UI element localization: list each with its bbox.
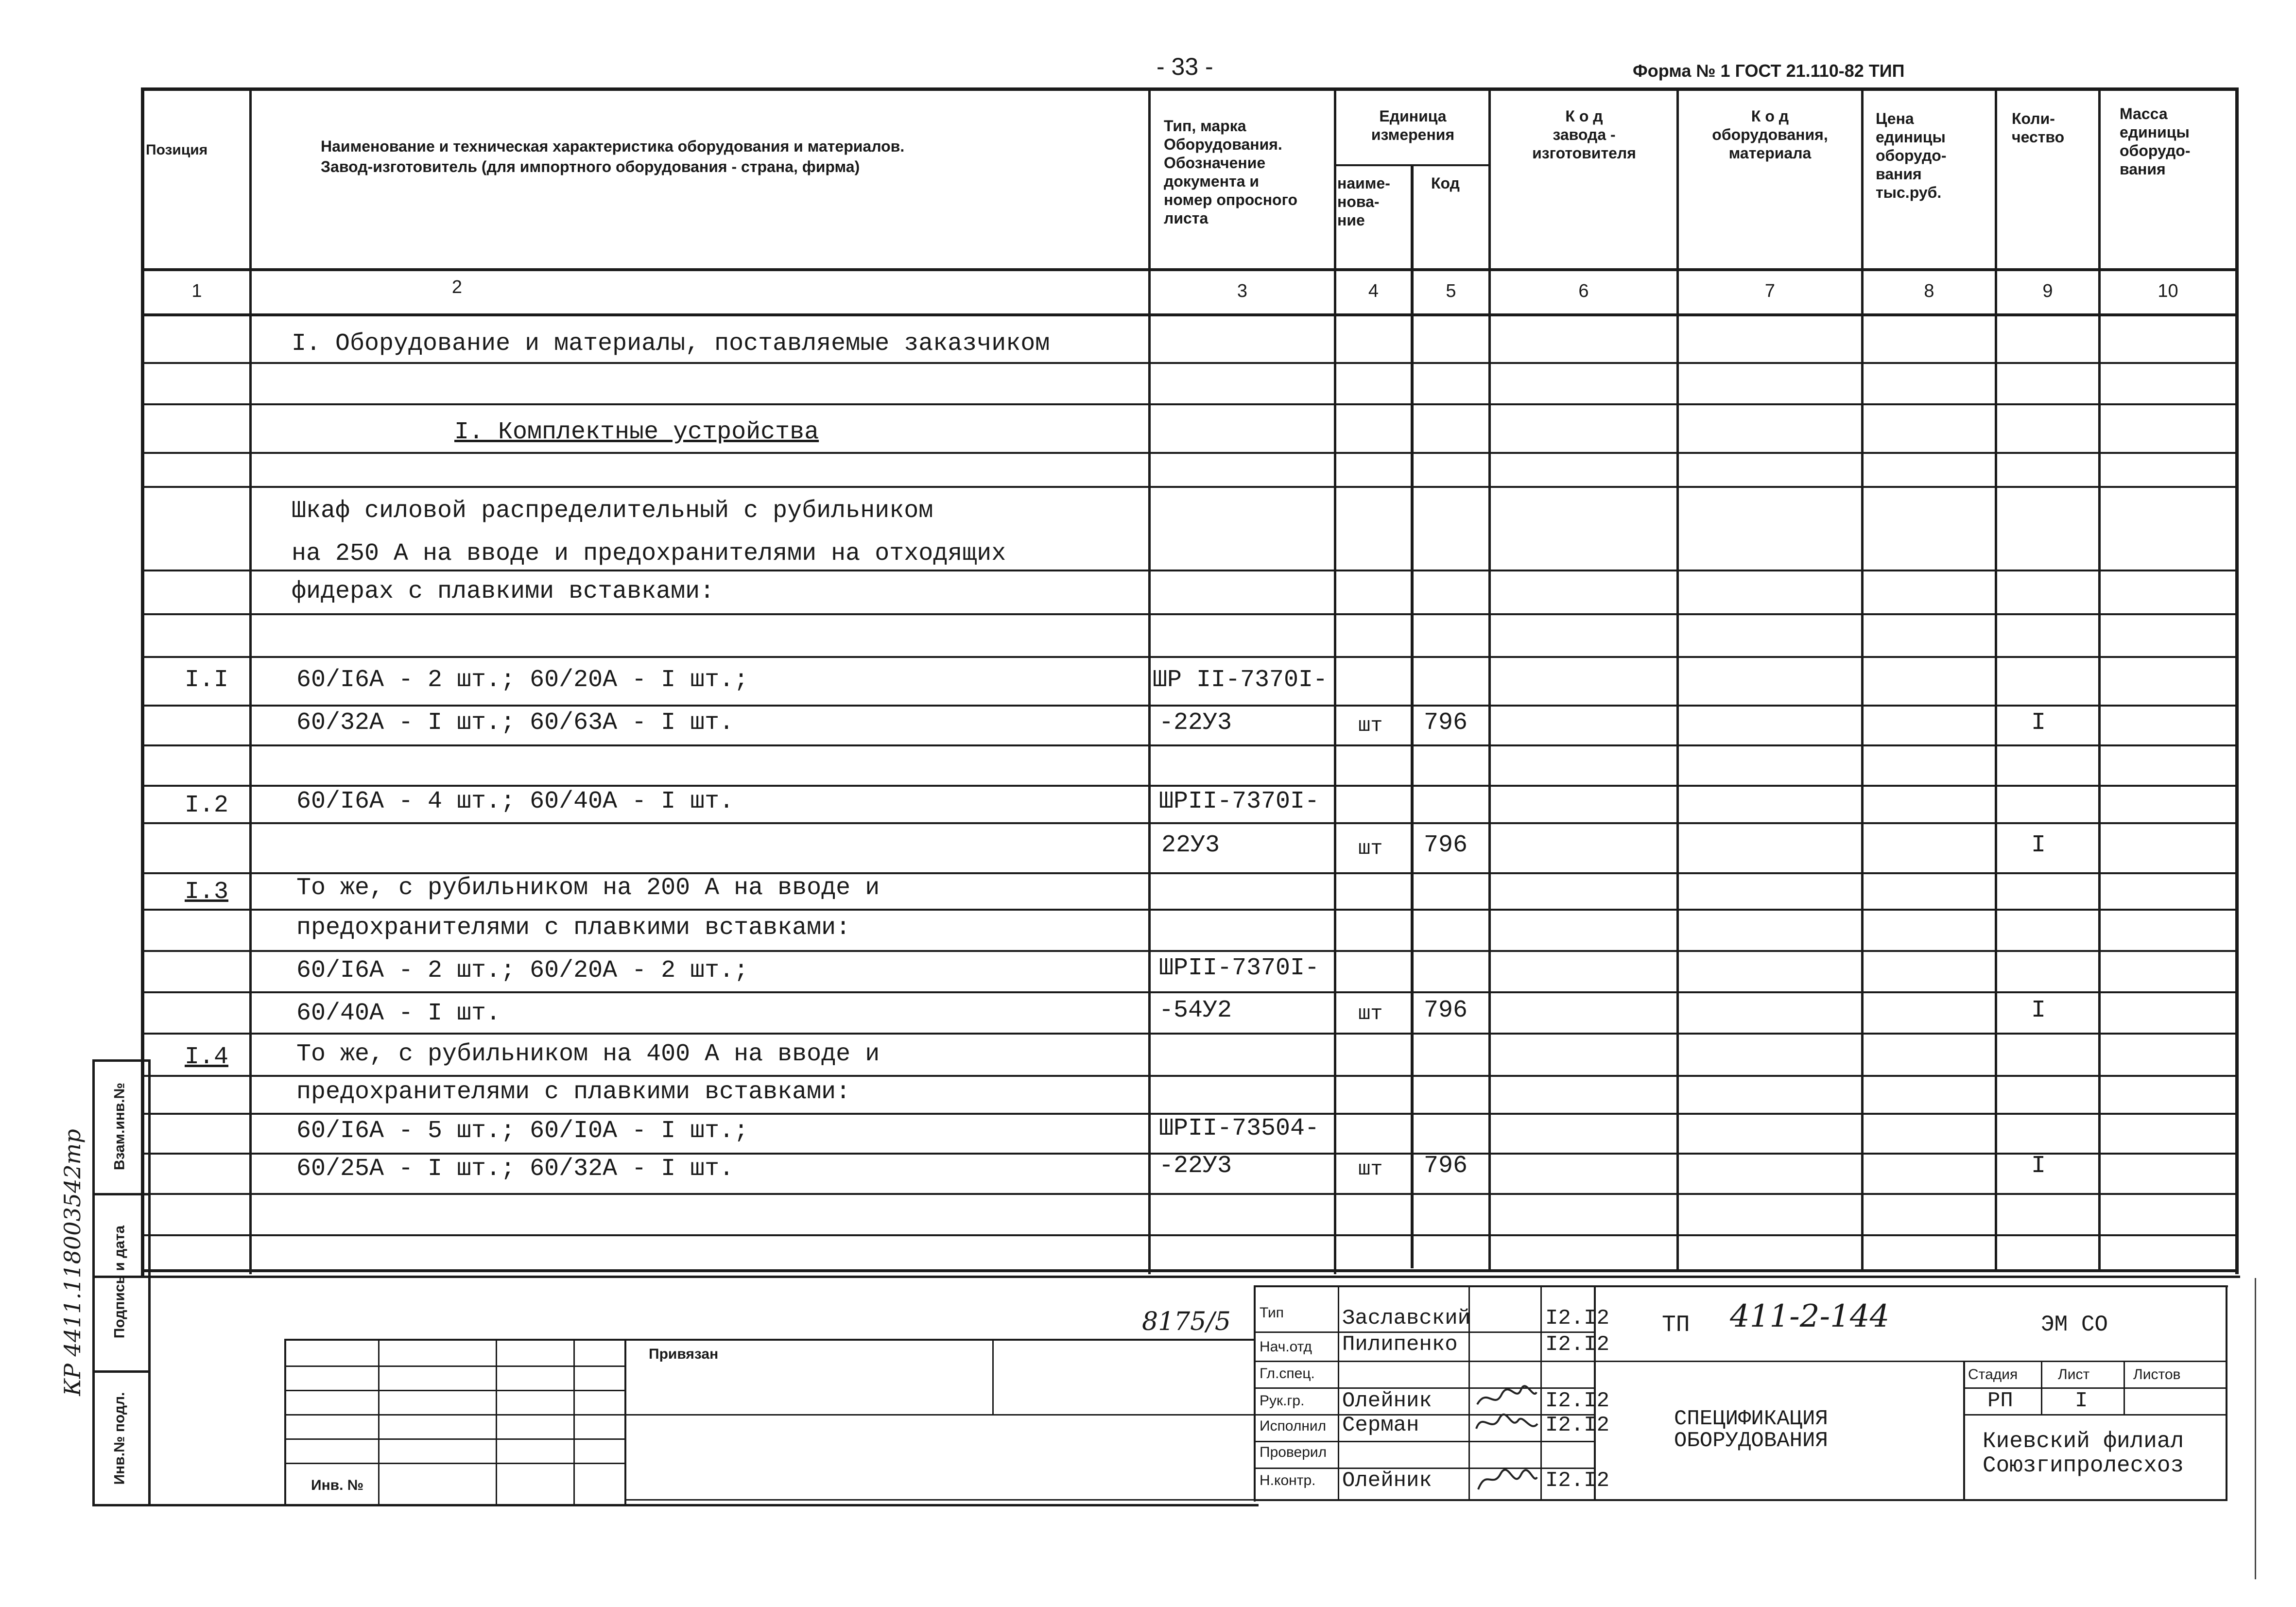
item-unit: шт [1358,1002,1383,1025]
header-price: Цена единицы оборудо- вания тыс.руб. [1876,110,1947,201]
row-line [144,705,2235,707]
title-block-bottom [1254,1499,2227,1501]
col-number-5: 5 [1446,281,1456,301]
signature-image [1472,1465,1540,1494]
row-line [144,452,2235,454]
sign-date: I2.I2 [1545,1306,1610,1331]
col-line-7 [1861,88,1864,1269]
item-type: ШРII-7370I- [1159,788,1320,815]
header-divider [141,268,2239,271]
header-factory-code: К о д завода - изготовителя [1532,107,1636,162]
col-line-5 [1488,88,1491,1269]
item-description: фидерах с плавкими вставками: [292,578,715,605]
role-label: Нач.отд [1260,1339,1312,1355]
row-line [144,486,2235,488]
title-block-top [1254,1285,2228,1287]
header-unit: Единица измерения [1371,107,1455,143]
item-description: предохранителями с плавкими вставками: [296,914,851,942]
item-type: -54У2 [1159,997,1232,1024]
person-name: Олейник [1342,1389,1432,1413]
side-stamp-inner [148,1059,151,1506]
item-type: ШРII-73504- [1159,1115,1320,1142]
sheet-label: Лист [2058,1366,2090,1382]
item-description: на 250 А на вводе и предохранителями на отходящих [292,540,1006,568]
document-title-line1: СПЕЦИФИКАЦИЯ [1674,1407,1828,1431]
item-quantity: I [2031,997,2046,1024]
side-handwritten-code: КР 4411.118003542тр [59,1129,86,1396]
binding-grid-row [284,1414,1254,1416]
organization-line1: Киевский филиал [1983,1429,2184,1454]
stage-label: Стадия [1968,1366,2018,1382]
role-label: Тип [1260,1305,1284,1321]
header-name-line2: Завод-изготовитель (для импортного оборудования - страна, фирма) [321,158,860,175]
item-description: 60/I6A - 2 шт.; 60/20A - I шт.; [296,666,749,694]
project-prefix: ТП [1662,1312,1690,1338]
table-bottom [144,1269,2235,1272]
row-line [144,909,2235,911]
sheet-reference: 8175/5 [1142,1307,1231,1336]
frame-bottom-left [92,1276,2240,1278]
stage-col [2041,1361,2042,1414]
role-label: Рук.гр. [1260,1393,1305,1409]
row-line [144,950,2235,952]
position-number: I.2 [185,792,229,819]
signature-image [1472,1382,1540,1412]
header-mass: Масса единицы оборудо- вания [2120,105,2191,178]
row-line [144,403,2235,405]
person-name: Заславский [1342,1306,1471,1331]
col-line-2 [1148,88,1151,1274]
header-unit-code: Код [1431,174,1460,192]
signature-image [1472,1409,1540,1438]
table-border-top [141,87,2239,91]
drawing-mark: ЭМ СО [2041,1312,2108,1337]
table-border-right [2235,88,2239,1274]
title-block-left [1254,1285,1256,1502]
position-number: I.I [185,666,229,694]
item-quantity: I [2031,831,2046,859]
item-description: Шкаф силовой распределительный с рубильником [292,497,933,525]
item-unit: шт [1358,1158,1383,1181]
title-row [1254,1441,1594,1442]
col-number-7: 7 [1764,281,1776,301]
item-description: 60/I6A - 2 шт.; 60/20A - 2 шт.; [296,957,749,985]
side-label-replace-inv: Взам.инв.№ [111,1082,128,1171]
col-number-8: 8 [1924,281,1934,301]
title-row [1254,1414,1594,1416]
title-col [1540,1285,1542,1499]
inventory-number-label: Инв. № [311,1477,364,1493]
table-border-left [141,88,144,1277]
row-line [144,991,2235,993]
col-number-6: 6 [1578,281,1589,301]
header-type: Тип, марка Оборудования. Обозначение документа и номер опросного листа [1164,117,1298,227]
item-type: 22У3 [1161,831,1220,859]
item-quantity: I [2031,709,2046,737]
person-name: Серман [1342,1413,1419,1437]
row-line [144,613,2235,615]
col-number-4: 4 [1368,281,1379,301]
role-label: Исполнил [1260,1418,1327,1434]
item-unit-code: 796 [1424,1152,1468,1180]
col-number-3: 3 [1237,281,1248,301]
header-name-line1: Наименование и техническая характеристика оборудования и материалов. [321,138,905,155]
col-line-4 [1411,165,1414,1268]
role-label: Проверил [1260,1444,1327,1460]
side-stamp-left [92,1059,95,1506]
position-number: I.3 [185,878,229,906]
title-col [1338,1285,1339,1499]
col-line-3 [1334,88,1336,1274]
item-description: 60/I6A - 4 шт.; 60/40A - I шт. [296,788,734,815]
binding-grid-col [496,1339,497,1504]
header-equipment-code: К о д оборудования, материала [1712,107,1828,162]
item-type: ШРII-7370I- [1159,954,1320,982]
document-title-line2: ОБОРУДОВАНИЯ [1674,1429,1828,1453]
row-line [144,744,2235,746]
item-unit-code: 796 [1424,997,1468,1024]
item-description: То же, с рубильником на 400 А на вводе и [296,1040,880,1068]
row-line [144,1033,2235,1035]
binding-grid-top [284,1339,1254,1341]
col-line-8 [1995,88,1997,1269]
number-row-divider [141,313,2239,316]
row-line [144,1234,2235,1236]
sign-date: I2.I2 [1545,1469,1610,1493]
binding-label: Привязан [649,1346,719,1362]
sheet-value: I [2075,1389,2088,1413]
position-number: I.4 [185,1043,229,1071]
unit-subheader-line [1334,164,1491,166]
col-number-1: 1 [191,281,202,301]
item-type: -22У3 [1159,1152,1232,1180]
binding-grid-col [573,1339,575,1504]
person-name: Олейник [1342,1469,1432,1493]
binding-grid-col [378,1339,380,1504]
item-description: 60/40A - I шт. [296,1000,501,1027]
project-number: 411-2-144 [1730,1298,1890,1334]
header-quantity: Коли- чество [2012,110,2065,146]
row-line [144,1075,2235,1077]
stage-value: РП [1987,1389,2013,1413]
sign-date: I2.I2 [1545,1332,1610,1357]
title-row [1254,1361,2227,1362]
header-position: Позиция [146,142,208,158]
item-unit-code: 796 [1424,831,1468,859]
item-type: ШР II-7370I- [1153,666,1328,694]
row-line [144,822,2235,824]
sign-date: I2.I2 [1545,1389,1610,1413]
col-number-9: 9 [2042,281,2053,301]
row-line [144,656,2235,658]
row-line [144,1193,2235,1195]
item-quantity: I [2031,1152,2046,1180]
item-description: 60/25A - I шт.; 60/32A - I шт. [296,1155,734,1183]
col-line-1 [249,88,252,1274]
title-block-right [2226,1285,2227,1499]
item-unit: шт [1358,714,1383,737]
side-label-inv-original: Инв.№ подл. [111,1392,128,1485]
frame-bottom [92,1504,1259,1506]
page-number: - 33 - [1157,53,1213,80]
row-line [144,785,2235,787]
form-label: Форма № 1 ГОСТ 21.110-82 ТИП [1633,61,1905,81]
stage-col [2123,1361,2125,1414]
binding-grid-col [992,1339,994,1414]
item-description: То же, с рубильником на 200 А на вводе и [296,874,880,902]
item-description: 60/32A - I шт.; 60/63A - I шт. [296,709,734,737]
side-label-signature-date: Подпись и дата [111,1225,128,1339]
role-label: Н.контр. [1260,1472,1316,1488]
col-line-9 [2098,88,2101,1269]
sign-date: I2.I2 [1545,1413,1610,1437]
item-description: 60/I6A - 5 шт.; 60/I0A - I шт.; [296,1117,749,1145]
organization-line2: Союзгипролесхоз [1983,1453,2184,1478]
col-number-10: 10 [2158,281,2178,301]
item-unit-code: 796 [1424,709,1468,737]
row-line [144,362,2235,364]
stage-row [1963,1414,2227,1416]
col-number-2: 2 [451,277,463,297]
item-description: предохранителями с плавкими вставками: [296,1078,851,1106]
item-type: -22У3 [1159,709,1232,737]
stage-block-left [1963,1361,1965,1499]
person-name: Пилипенко [1342,1332,1458,1357]
col-line-6 [1676,88,1679,1269]
binding-grid-col [624,1339,626,1504]
frame-right-outer [2255,1278,2256,1579]
sheets-label: Листов [2133,1366,2181,1382]
header-unit-name: наиме- нова- ние [1337,174,1390,229]
section-heading: I. Оборудование и материалы, поставляемые заказчиком [292,330,1050,358]
item-unit: шт [1358,837,1383,860]
binding-grid-col [284,1339,286,1504]
role-label: Гл.спец. [1260,1365,1315,1382]
subsection-heading: I. Комплектные устройства [454,418,819,446]
row-line [144,570,2235,571]
binding-grid-row [624,1499,1256,1501]
